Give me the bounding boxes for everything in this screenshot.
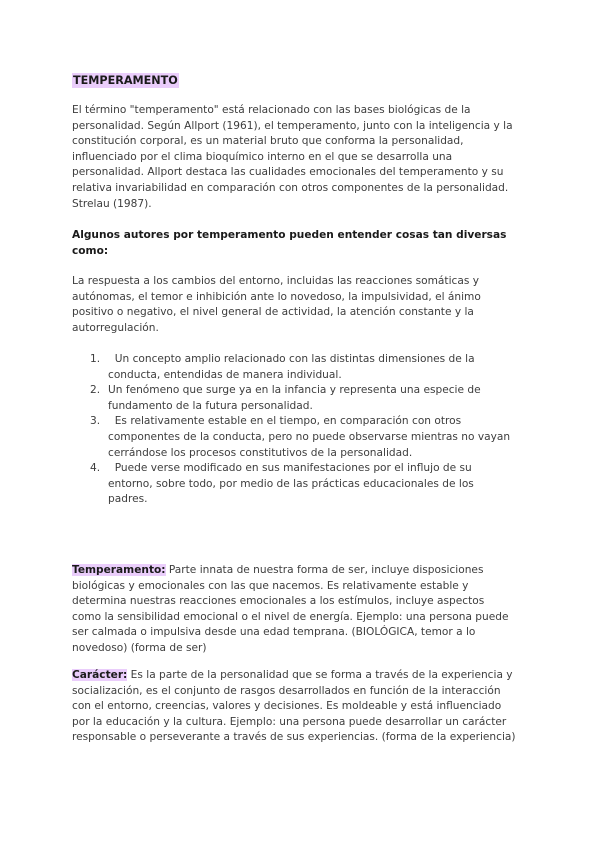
intro-paragraph <box>72 103 532 212</box>
list-line: entorno, sobre todo, por medio de las prácticas educacionales de los <box>108 477 474 490</box>
temperamento-first-line <box>72 563 532 579</box>
caracter-term: Carácter: <box>72 669 128 681</box>
numbered-list <box>72 352 532 508</box>
list-item <box>72 414 532 461</box>
subheading <box>72 228 532 259</box>
caracter-first-line <box>72 668 532 684</box>
caracter-definition <box>72 668 532 746</box>
list-number: 4. <box>90 462 101 475</box>
caracter-line: responsable o perseverante a través de sus experiencias. (forma de la experiencia) <box>72 731 516 744</box>
subheading-line: Algunos autores por temperamento pueden entender cosas tan diversas <box>72 229 507 241</box>
list-line: Puede verse modificado en sus manifestaciones por el influjo de su <box>108 462 472 475</box>
temperamento-line: novedoso) (forma de ser) <box>72 641 207 654</box>
intro-line: El término "temperamento" está relacionado con las bases biológicas de la <box>72 104 471 116</box>
response-paragraph <box>72 274 532 336</box>
list-line: Un concepto amplio relacionado con las distintas dimensiones de la <box>108 353 475 365</box>
intro-line: relativa invariabilidad en comparación con otros componentes de la personalidad. <box>72 181 509 194</box>
response-line: positivo o negativo, el nivel general de actividad, la atención constante y la <box>72 306 474 319</box>
temperamento-line: ser calmada o impulsiva desde una edad temprana. (BIOLÓGICA, temor a lo <box>72 626 476 639</box>
response-line: autónomas, el temor e inhibición ante lo novedoso, la impulsividad, el ánimo <box>72 290 481 303</box>
temperamento-line: biológicas y emocionales con las que nacemos. Es relativamente estable y <box>72 579 469 592</box>
list-number: 1. <box>90 353 101 365</box>
response-line: autorregulación. <box>72 321 159 334</box>
temperamento-definition <box>72 563 532 657</box>
list-number: 3. <box>90 415 101 428</box>
temperamento-line: como la sensibilidad emocional o el nivel de energía. Ejemplo: una persona puede <box>72 610 509 623</box>
list-item <box>72 352 532 383</box>
intro-line: influenciado por el clima bioquímico interno en el que se desarrolla una <box>72 150 453 163</box>
intro-line: personalidad. Según Allport (1961), el temperamento, junto con la inteligencia y la <box>72 119 513 132</box>
list-item <box>72 461 532 508</box>
list-line: Un fenómeno que surge ya en la infancia y representa una especie de <box>108 384 481 397</box>
list-line: fundamento de la futura personalidad. <box>108 399 313 412</box>
page-title: TEMPERAMENTO <box>73 74 178 87</box>
intro-line: Strelau (1987). <box>72 197 152 210</box>
temperamento-term: Temperamento: <box>72 564 166 576</box>
caracter-line: con el entorno, creencias, valores y decisiones. Es moldeable y está influenciado <box>72 700 502 713</box>
intro-line: constitución corporal, es un material bruto que conforma la personalidad, <box>72 135 464 148</box>
caracter-line: por la educación y la cultura. Ejemplo: una persona puede desarrollar un carácter <box>72 715 507 728</box>
caracter-line: socialización, es el conjunto de rasgos desarrollados en función de la interacción <box>72 684 501 697</box>
temperamento-text: Parte innata de nuestra forma de ser, incluye disposiciones <box>165 564 484 576</box>
temperamento-line: determina nuestras reacciones emocionales a los estímulos, incluye aspectos <box>72 595 485 608</box>
intro-line: personalidad. Allport destaca las cualidades emocionales del temperamento y su <box>72 166 504 179</box>
subheading-line: como: <box>72 244 109 257</box>
list-line: Es relativamente estable en el tiempo, en comparación con otros <box>108 415 462 428</box>
caracter-text: Es la parte de la personalidad que se forma a través de la experiencia y <box>127 669 513 681</box>
list-line: cerrándose los procesos constitutivos de la personalidad. <box>108 446 413 459</box>
list-line: componentes de la conducta, pero no puede observarse mientras no vayan <box>108 430 511 443</box>
response-line: La respuesta a los cambios del entorno, incluidas las reacciones somáticas y <box>72 275 479 287</box>
list-line: conducta, entendidas de manera individual. <box>108 368 342 381</box>
list-item <box>72 383 532 414</box>
list-line: padres. <box>108 493 148 506</box>
list-number: 2. <box>90 384 101 397</box>
